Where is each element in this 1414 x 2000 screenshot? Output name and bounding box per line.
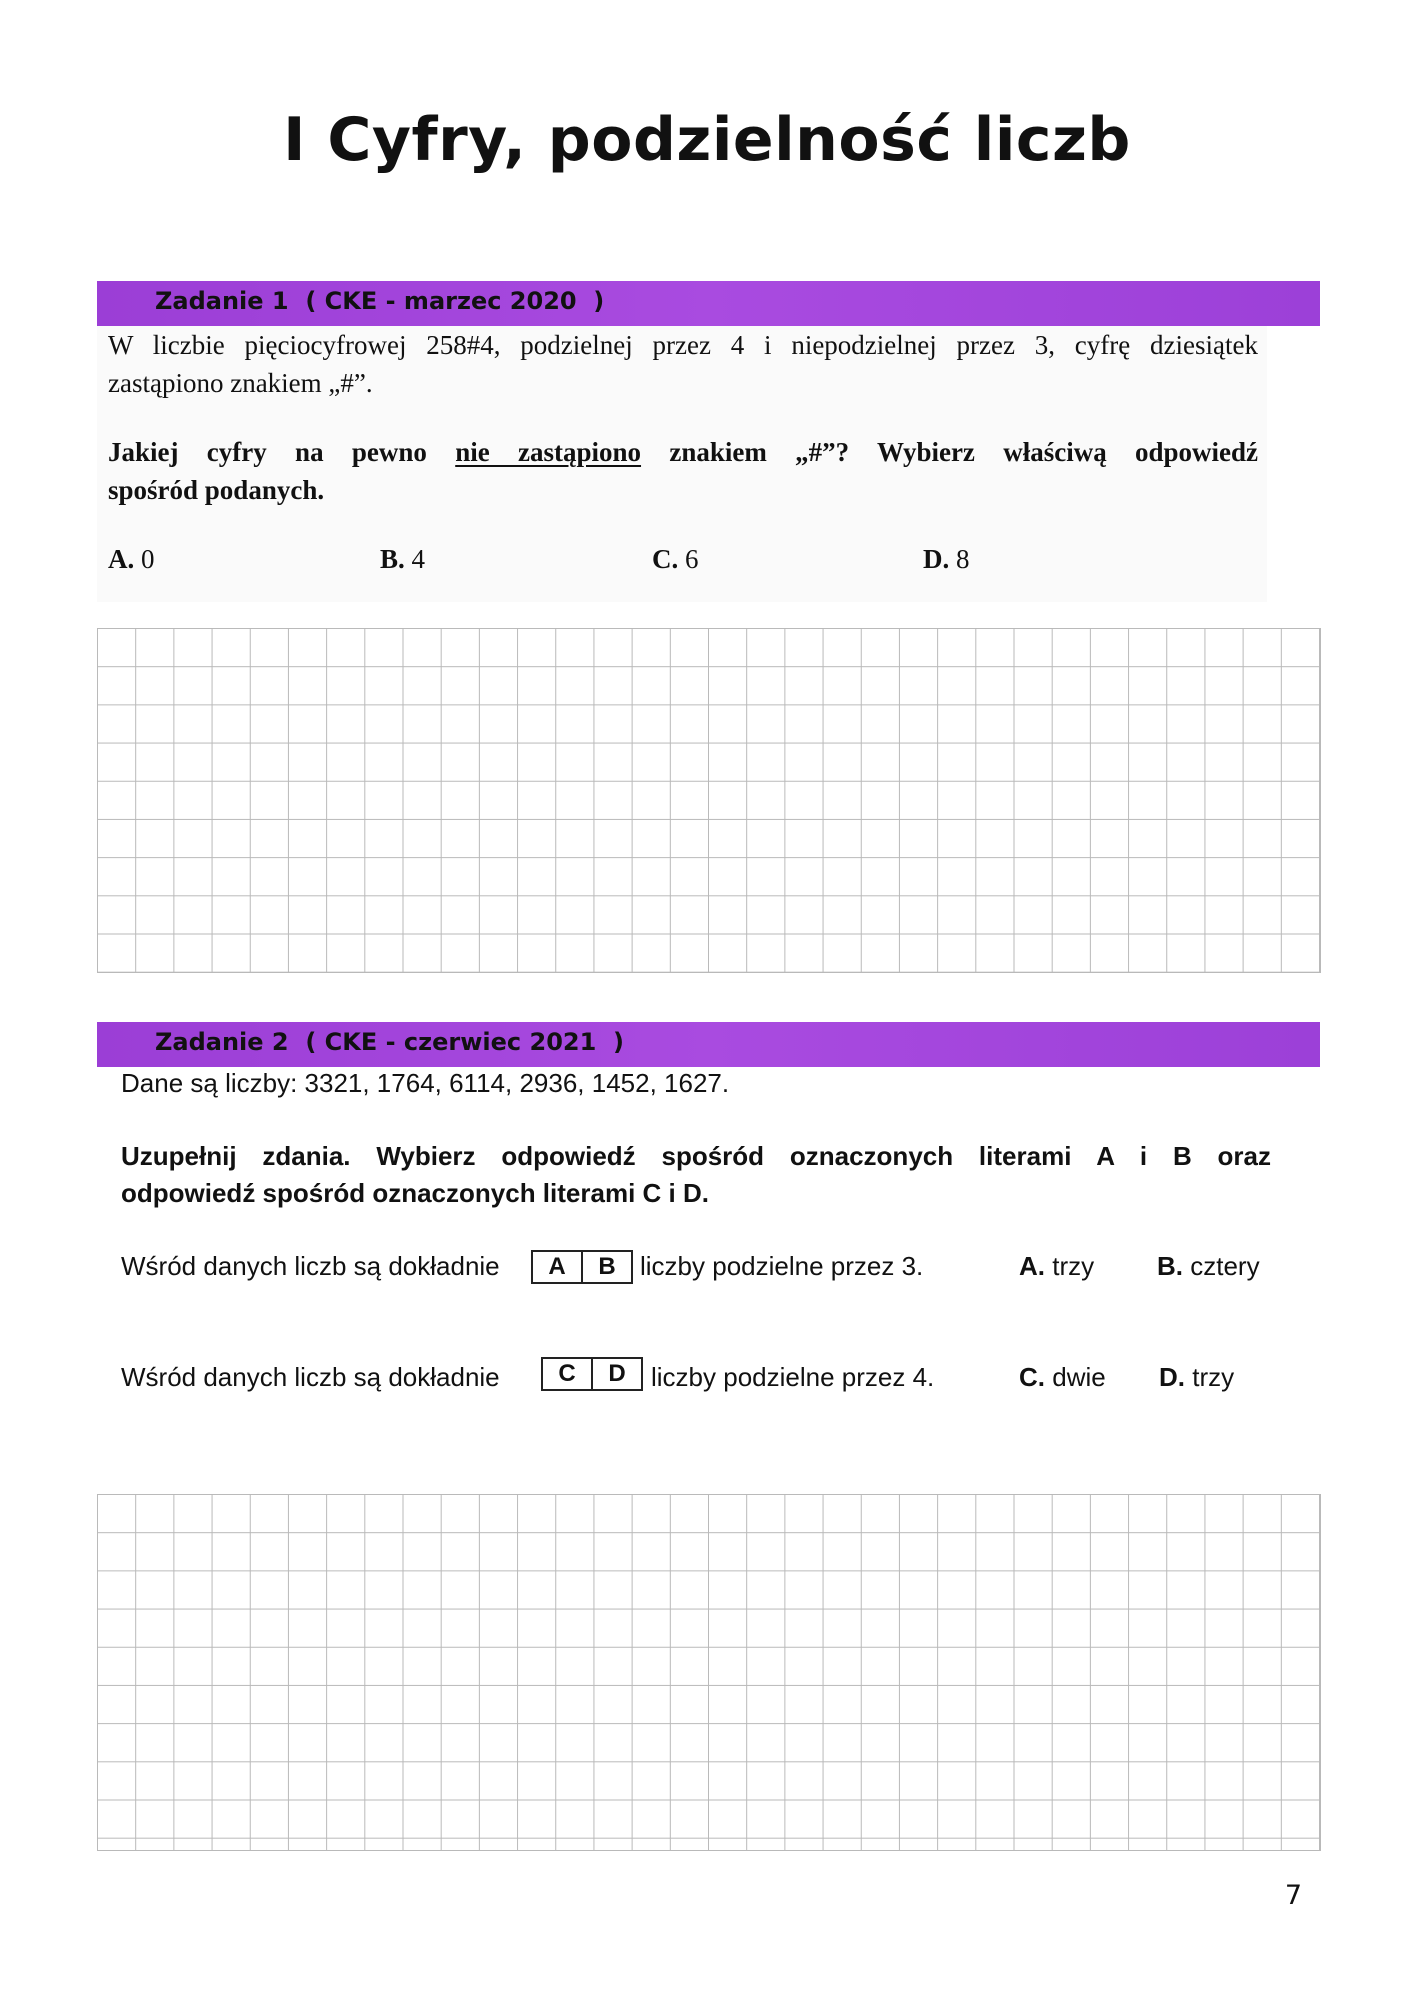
task1-answer-grid[interactable]: [97, 628, 1321, 973]
task1-intro-line2: zastąpiono znakiem „#”.: [108, 368, 373, 398]
task2-sentence1-option-a[interactable]: [1019, 1251, 1094, 1282]
task1-header-text: Zadanie 1 ( CKE - marzec 2020 ): [155, 287, 605, 315]
option-text: dwie: [1052, 1362, 1106, 1392]
task2-sentence2-answer-box[interactable]: [541, 1357, 643, 1391]
task2-header-bar: [97, 1022, 1320, 1067]
task2-sentence1-option-b[interactable]: [1157, 1251, 1260, 1282]
task1-question-line2: spośród podanych.: [108, 475, 325, 505]
task1-question-part-a: Jakiej cyfry na pewno: [108, 437, 427, 467]
task1-option-c[interactable]: [652, 544, 699, 575]
option-letter: D.: [1159, 1362, 1185, 1392]
task1-content: [97, 326, 1267, 602]
box-letter-a[interactable]: A: [548, 1253, 566, 1280]
option-value: 0: [141, 544, 155, 574]
box-letter-c[interactable]: C: [558, 1360, 576, 1387]
task1-intro-line1: W liczbie pięciocyfrowej 258#4, podzielnej przez 4 i niepodzielnej przez 3, cyfrę dziesiątek: [108, 330, 1258, 360]
option-text: cztery: [1190, 1251, 1260, 1281]
task2-header-text: Zadanie 2 ( CKE - czerwiec 2021 ): [155, 1028, 624, 1056]
task1-question-line1: [108, 437, 1258, 468]
option-value: 6: [685, 544, 699, 574]
task2-instruction-line1: Uzupełnij zdania. Wybierz odpowiedź spośród oznaczonych literami A i B oraz: [121, 1141, 1271, 1171]
task2-sentence1-before: Wśród danych liczb są dokładnie: [121, 1251, 500, 1281]
option-text: trzy: [1192, 1362, 1235, 1392]
box-letter-d[interactable]: D: [591, 1359, 641, 1389]
box-letter-b[interactable]: B: [581, 1252, 631, 1282]
task1-question-underlined: nie zastąpiono: [455, 437, 642, 467]
task2-numbers-line: Dane są liczby: 3321, 1764, 6114, 2936, 1452, 1627.: [121, 1068, 730, 1098]
task2-sentence2-option-d[interactable]: [1159, 1362, 1234, 1393]
task1-option-d[interactable]: [923, 544, 970, 575]
task2-sentence1-answer-box[interactable]: [531, 1250, 633, 1284]
option-text: trzy: [1052, 1251, 1095, 1281]
task1-option-a[interactable]: [108, 544, 155, 575]
option-letter: C.: [1019, 1362, 1045, 1392]
option-letter: C.: [652, 544, 679, 574]
task2-sentence2-option-c[interactable]: [1019, 1362, 1106, 1393]
task2-answer-grid[interactable]: [97, 1494, 1321, 1851]
option-value: 8: [956, 544, 970, 574]
option-letter: A.: [1019, 1251, 1045, 1281]
task2-sentence2-before: Wśród danych liczb są dokładnie: [121, 1362, 500, 1392]
task2-sentence1-after: liczby podzielne przez 3.: [640, 1251, 924, 1281]
task2-instruction-line2: odpowiedź spośród oznaczonych literami C i D.: [121, 1178, 709, 1208]
option-letter: B.: [1157, 1251, 1183, 1281]
task1-option-b[interactable]: [380, 544, 425, 575]
task1-question-part-b: znakiem „#”? Wybierz właściwą odpowiedź: [669, 437, 1259, 467]
task2-sentence2-after: liczby podzielne przez 4.: [651, 1362, 935, 1392]
task1-header-bar: [97, 281, 1320, 326]
page-title: I Cyfry, podzielność liczb: [283, 105, 1131, 175]
option-letter: D.: [923, 544, 950, 574]
option-letter: A.: [108, 544, 135, 574]
option-letter: B.: [380, 544, 405, 574]
option-value: 4: [411, 544, 426, 574]
page-number: 7: [1284, 1880, 1302, 1911]
